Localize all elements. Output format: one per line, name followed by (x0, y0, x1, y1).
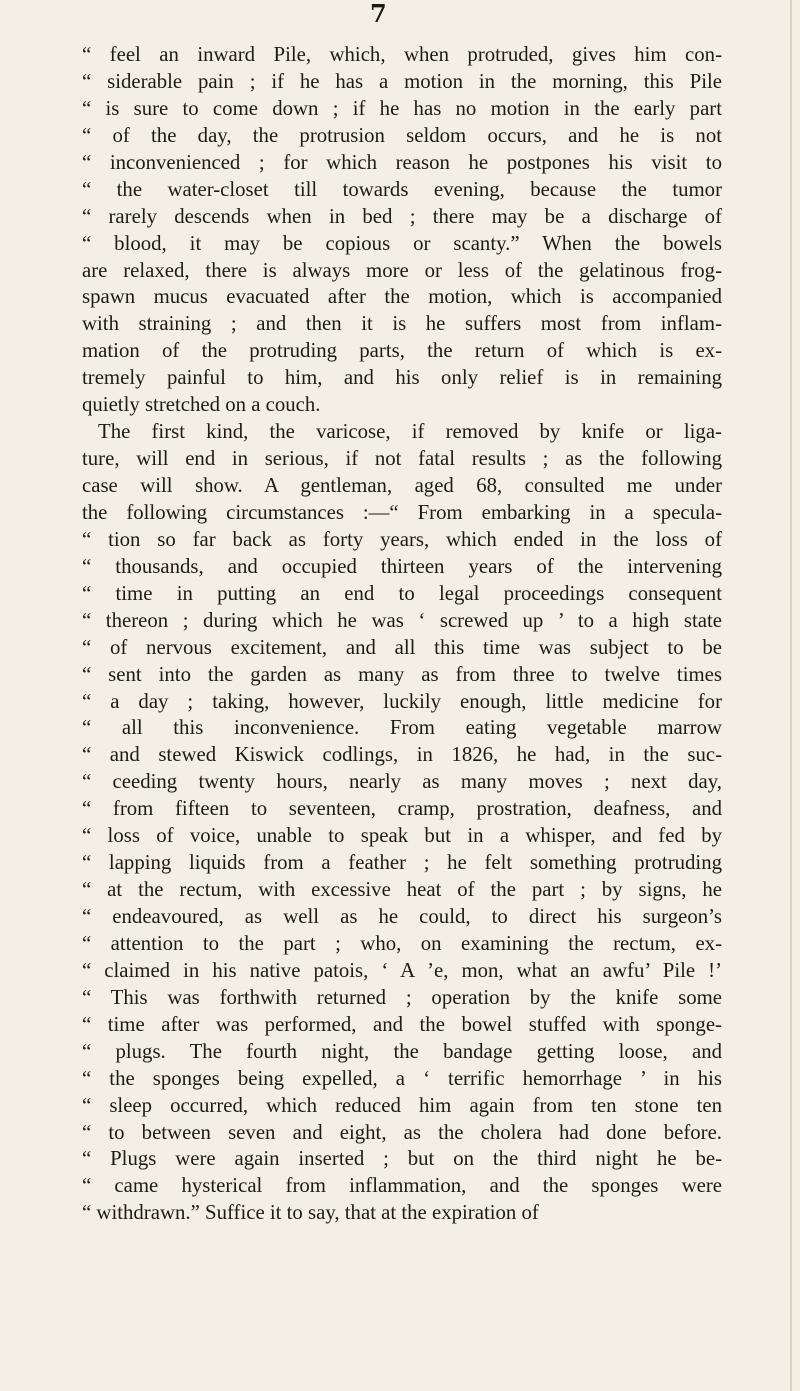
text-line: “ tion so far back as forty years, which ended in the loss of (82, 527, 722, 551)
text-line: “ ceeding twenty hours, nearly as many moves ; next day, (82, 770, 722, 794)
text-line: The first kind, the varicose, if removed by knife or liga- (98, 420, 722, 444)
text-line: “ the sponges being expelled, a ‘ terrific hemorrhage ’ in his (82, 1066, 722, 1090)
text-line: “ all this inconvenience. From eating vegetable marrow (82, 716, 722, 740)
text-line: “ thereon ; during which he was ‘ screwed up ’ to a high state (82, 608, 722, 632)
text-line: “ sent into the garden as many as from three to twelve times (82, 662, 722, 686)
text-line: “ and stewed Kiswick codlings, in 1826, he had, in the suc- (82, 743, 722, 767)
text-line: with straining ; and then it is he suffers most from inflam- (82, 312, 722, 336)
text-line: “ blood, it may be copious or scanty.” When the bowels (82, 231, 722, 255)
text-line: “ the water-closet till towards evening, because the tumor (82, 177, 722, 201)
text-line: “ rarely descends when in bed ; there may be a discharge of (82, 204, 722, 228)
text-line: “ thousands, and occupied thirteen years of the intervening (82, 554, 722, 578)
text-line: “ feel an inward Pile, which, when protruded, gives him con- (82, 43, 722, 66)
text-line: “ withdrawn.” Suffice it to say, that at the expiration of (82, 1201, 539, 1225)
text-line: mation of the protruding parts, the return of which is ex- (82, 339, 722, 363)
text-line: case will show. A gentleman, aged 68, consulted me under (82, 474, 722, 497)
text-line: “ to between seven and eight, as the cholera had done before. (82, 1120, 722, 1144)
text-line: “ inconvenienced ; for which reason he postpones his visit to (82, 150, 722, 174)
page-edge-rule (790, 0, 792, 1391)
text-line: “ time in putting an end to legal proceedings consequent (82, 581, 722, 605)
text-line: “ a day ; taking, however, luckily enough, little medicine for (82, 689, 722, 713)
text-line: “ time after was performed, and the bowel stuffed with sponge- (82, 1012, 722, 1036)
text-line: “ sleep occurred, which reduced him again from ten stone ten (82, 1093, 722, 1117)
text-line: “ is sure to come down ; if he has no motion in the early part (82, 96, 722, 120)
text-line: “ at the rectum, with excessive heat of the part ; by signs, he (82, 878, 722, 902)
page-number: 7 (370, 0, 387, 28)
text-line: spawn mucus evacuated after the motion, which is accompanied (82, 285, 722, 309)
text-line: “ siderable pain ; if he has a motion in the morning, this Pile (82, 69, 722, 93)
text-line: “ lapping liquids from a feather ; he felt something protruding (82, 851, 722, 875)
text-line: “ loss of voice, unable to speak but in a whisper, and fed by (82, 824, 722, 848)
text-line: “ of the day, the protrusion seldom occurs, and he is not (82, 123, 722, 147)
text-line: “ came hysterical from inflammation, and the sponges were (82, 1174, 722, 1198)
text-line: “ claimed in his native patois, ‘ A ’e, mon, what an awfu’ Pile !’ (82, 958, 722, 982)
text-line: “ Plugs were again inserted ; but on the third night he be- (82, 1147, 722, 1171)
text-line: ture, will end in serious, if not fatal results ; as the following (82, 447, 722, 471)
text-line: “ plugs. The fourth night, the bandage getting loose, and (82, 1039, 722, 1063)
text-line: “ This was forthwith returned ; operation by the knife some (82, 985, 722, 1009)
text-line: the following circumstances :—“ From embarking in a specula- (82, 500, 722, 524)
text-line: “ from fifteen to seventeen, cramp, prostration, deafness, and (82, 797, 722, 821)
text-line: “ of nervous excitement, and all this time was subject to be (82, 635, 722, 659)
body-text (82, 42, 722, 1227)
text-line: “ endeavoured, as well as he could, to direct his surgeon’s (82, 905, 722, 928)
text-line: are relaxed, there is always more or less of the gelatinous frog- (82, 258, 722, 282)
text-line: tremely painful to him, and his only relief is in remaining (82, 366, 722, 390)
text-line: quietly stretched on a couch. (82, 393, 321, 417)
text-line: “ attention to the part ; who, on examining the rectum, ex- (82, 931, 722, 955)
